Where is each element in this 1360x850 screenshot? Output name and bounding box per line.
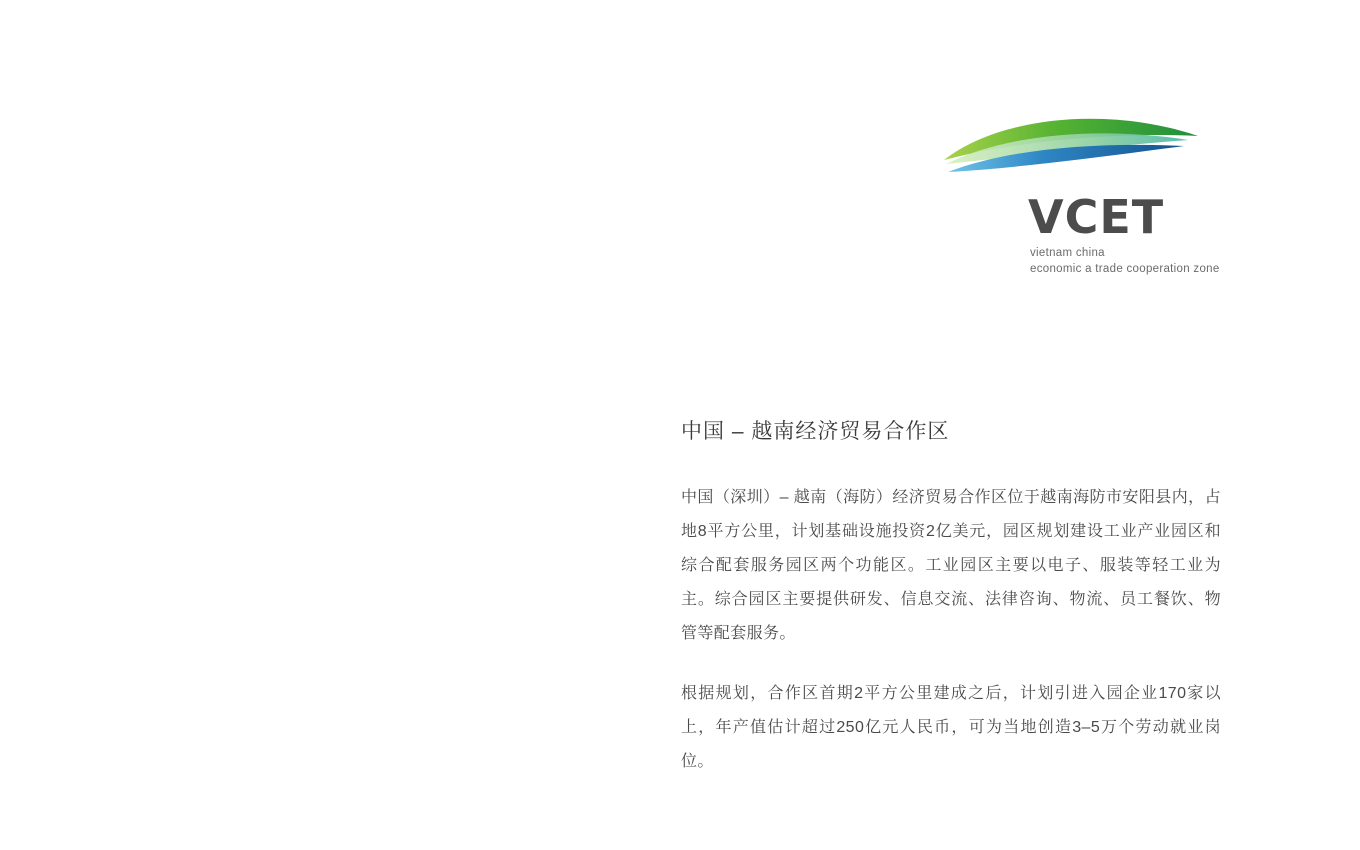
logo-wordmark: VCET (1028, 190, 1165, 244)
logo-subtitle-line-2: economic a trade cooperation zone (1030, 262, 1220, 275)
logo-swoosh-icon (940, 110, 1220, 190)
logo-subtitle (1030, 246, 1230, 277)
paragraph-2: 根据规划，合作区首期2平方公里建成之后，计划引进入园企业170家以上，年产值估计超过250亿元人民币，可为当地创造3–5万个劳动就业岗位。 (681, 685, 1221, 770)
paragraph-1: 中国（深圳）– 越南（海防）经济贸易合作区位于越南海防市安阳县内，占地8平方公里，计划基础设施投资2亿美元，园区规划建设工业产业园区和综合配套服务园区两个功能区。工业园区主要以电子、服装等轻工业为主。综合园区主要提供研发、信息交流、法律咨询、物流、员工餐饮、物管等配套服务。 (681, 489, 1221, 642)
document-content (681, 415, 1221, 779)
logo-subtitle-line-1: vietnam china (1030, 247, 1105, 259)
page-title: 中国 – 越南经济贸易合作区 (681, 420, 950, 443)
vcet-logo (940, 110, 1230, 277)
